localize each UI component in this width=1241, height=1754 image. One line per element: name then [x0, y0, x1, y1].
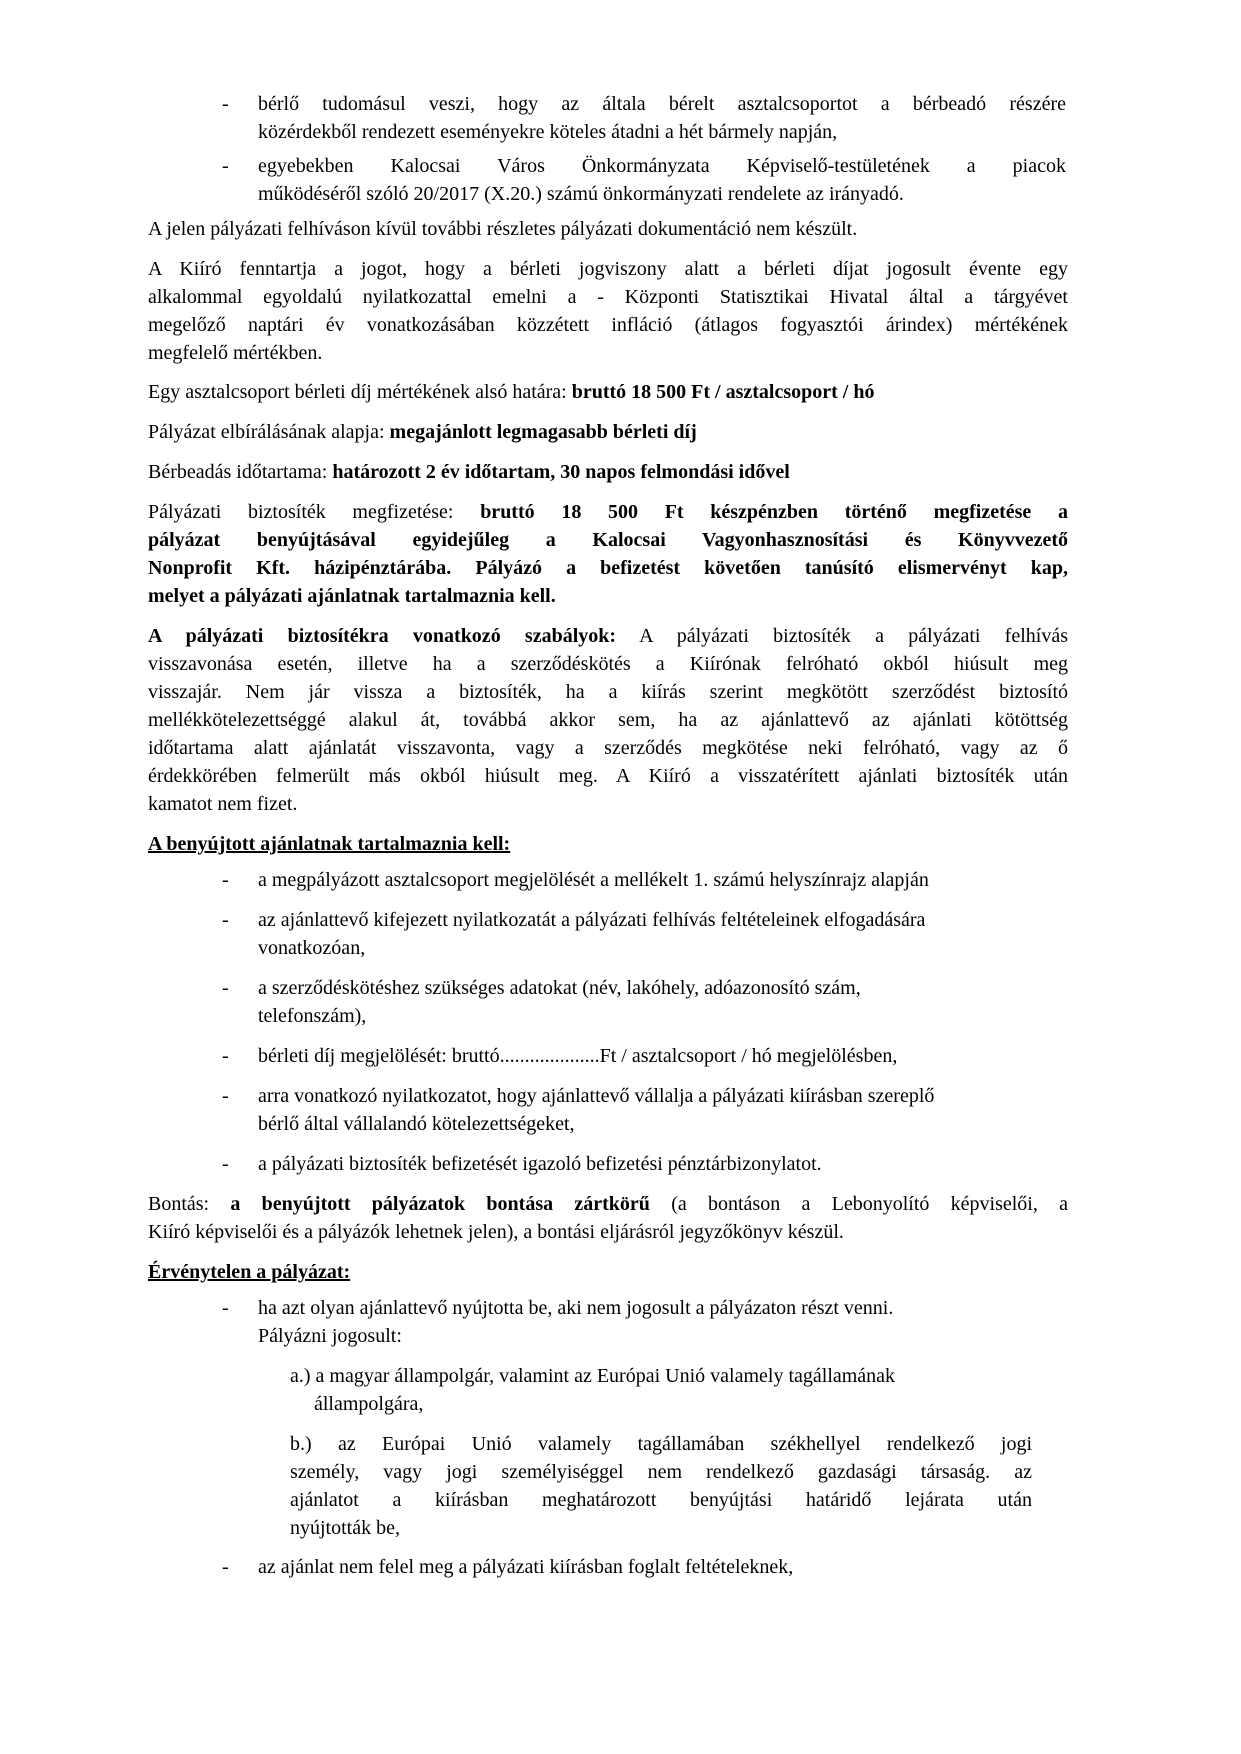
invalid-subitem-b: nyújtották be,	[290, 1517, 400, 1539]
bullet-dash	[222, 90, 236, 118]
bullet-dash	[222, 974, 236, 1002]
opening-label: Bontás:	[148, 1193, 231, 1215]
offer-item: az ajánlattevő kifejezett nyilatkozatát a pályázati felhívás feltételeinek elfogadására	[258, 909, 926, 931]
offer-item: bérlő által vállalandó kötelezettségeket,	[258, 1113, 575, 1135]
invalid-subitem-a: állampolgára,	[314, 1393, 424, 1415]
bullet-text: egyebekben Kalocsai Város Önkormányzata Képviselő-testületének a piacok	[258, 155, 1066, 177]
invalid-subitem-b: személy, vagy jogi személyiséggel nem rendelkező gazdasági társaság. az	[290, 1461, 1032, 1483]
deposit-rules-text: A pályázati biztosíték a pályázati felhívás	[616, 625, 1068, 647]
invalid-item: Pályázni jogosult:	[258, 1325, 402, 1347]
deposit-rules-line: érdekkörében felmerült más okból hiúsult meg. A Kiíró a visszatérített ajánlati biztosíték után	[148, 765, 1068, 787]
offer-item: telefonszám),	[258, 1005, 367, 1027]
deposit-rules-line: időtartama alatt ajánlatát visszavonta, vagy a szerződés megkötése neki felróható, vagy az ő	[148, 737, 1068, 759]
deposit-rules-line: mellékkötelezettséggé alakul át, továbbá akkor sem, ha az ajánlattevő az ajánlati kötöttség	[148, 709, 1068, 731]
invalid-item: ha azt olyan ajánlattevő nyújtotta be, aki nem jogosult a pályázaton részt venni.	[258, 1297, 894, 1319]
offer-item: a megpályázott asztalcsoport megjelölését a mellékelt 1. számú helyszínrajz alapján	[258, 869, 929, 891]
duration-label: Bérbeadás időtartama:	[148, 461, 333, 483]
deposit-rules-heading: A pályázati biztosítékra vonatkozó szabályok:	[148, 625, 617, 647]
bullet-dash	[222, 906, 236, 934]
paragraph-documentation: A jelen pályázati felhíváson kívül további részletes pályázati dokumentáció nem készült.	[148, 218, 858, 240]
offer-item: a pályázati biztosíték befizetését igazoló befizetési pénztárbizonylatot.	[258, 1153, 822, 1175]
paragraph-rights-line: A Kiíró fenntartja a jogot, hogy a bérleti jogviszony alatt a bérleti díjat jogosult évente egy	[148, 258, 1068, 280]
invalid-item: az ajánlat nem felel meg a pályázati kiírásban foglalt feltételeknek,	[258, 1556, 794, 1578]
opening-bold: a benyújtott pályázatok bontása zártkörű	[230, 1193, 650, 1215]
deposit-line	[148, 498, 1068, 526]
fee-limit-line	[148, 378, 1068, 406]
evaluation-value: megajánlott legmagasabb bérleti díj	[389, 421, 697, 443]
bullet-dash	[222, 1294, 236, 1322]
bullet-dash	[222, 1082, 236, 1110]
opening-text: (a bontáson a Lebonyolító képviselői, a	[649, 1193, 1069, 1215]
bullet-dash	[222, 152, 236, 180]
deposit-text: melyet a pályázati ajánlatnak tartalmaznia kell.	[148, 585, 556, 607]
deposit-text: Nonprofit Kft. házipénztárába. Pályázó a befizetést követően tanúsító elismervényt kap,	[148, 557, 1068, 579]
invalid-subitem-a: a.) a magyar állampolgár, valamint az Európai Unió valamely tagállamának	[290, 1365, 896, 1387]
bullet-text: működéséről szóló 20/2017 (X.20.) számú önkormányzati rendelete az irányadó.	[258, 183, 904, 205]
invalid-subitem-b: ajánlatot a kiírásban meghatározott benyújtási határidő lejárata után	[290, 1489, 1032, 1511]
paragraph-rights-line: megelőző naptári év vonatkozásában közzétett infláció (átlagos fogyasztói árindex) mértékének	[148, 314, 1068, 336]
offer-item: a szerződéskötéshez szükséges adatokat (név, lakóhely, adóazonosító szám,	[258, 977, 861, 999]
evaluation-label: Pályázat elbírálásának alapja:	[148, 421, 390, 443]
bullet-dash	[222, 1042, 236, 1070]
duration-line	[148, 458, 1068, 486]
duration-value: határozott 2 év időtartam, 30 napos felmondási idővel	[332, 461, 790, 483]
offer-item: arra vonatkozó nyilatkozatot, hogy ajánlattevő vállalja a pályázati kiírásban szereplő	[258, 1085, 935, 1107]
fee-limit-value: bruttó 18 500 Ft / asztalcsoport / hó	[571, 381, 875, 403]
deposit-rules-line	[148, 622, 1068, 650]
opening-line	[148, 1190, 1068, 1218]
deposit-rules-line: kamatot nem fizet.	[148, 793, 298, 815]
opening-line: Kiíró képviselői és a pályázók lehetnek jelen), a bontási eljárásról jegyzőkönyv készül.	[148, 1221, 844, 1243]
deposit-label: Pályázati biztosíték megfizetése:	[148, 501, 481, 523]
invalid-subitem-b: b.) az Európai Unió valamely tagállamában székhellyel rendelkező jogi	[290, 1433, 1032, 1455]
invalid-heading: Érvénytelen a pályázat:	[148, 1261, 351, 1283]
deposit-text: pályázat benyújtásával egyidejűleg a Kalocsai Vagyonhasznosítási és Könyvvezető	[148, 529, 1068, 551]
bullet-dash	[222, 1150, 236, 1178]
deposit-line	[148, 582, 1068, 610]
deposit-rules-line: visszavonása esetén, illetve ha a szerződéskötés a Kiírónak felróható okból hiúsult meg	[148, 653, 1068, 675]
offer-heading: A benyújtott ajánlatnak tartalmaznia kell:	[148, 833, 511, 855]
fee-limit-label: Egy asztalcsoport bérleti díj mértékének alsó határa:	[148, 381, 572, 403]
deposit-text: bruttó 18 500 Ft készpénzben történő megfizetése a	[480, 501, 1068, 523]
paragraph-rights-line: megfelelő mértékben.	[148, 342, 323, 364]
bullet-dash	[222, 1553, 236, 1581]
bullet-text: bérlő tudomásul veszi, hogy az általa bérelt asztalcsoportot a bérbeadó részére	[258, 93, 1066, 115]
evaluation-line	[148, 418, 1068, 446]
offer-item: bérleti díj megjelölését: bruttó....................Ft / asztalcsoport / hó megjelölésben,	[258, 1045, 898, 1067]
deposit-line	[148, 526, 1068, 554]
bullet-text: közérdekből rendezett eseményekre köteles átadni a hét bármely napján,	[258, 121, 838, 143]
offer-item: vonatkozóan,	[258, 937, 366, 959]
deposit-rules-line: visszajár. Nem jár vissza a biztosíték, ha a kiírás szerint megkötött szerződést biztosító	[148, 681, 1068, 703]
paragraph-rights-line: alkalommal egyoldalú nyilatkozattal emelni a - Központi Statisztikai Hivatal által a tárgyévet	[148, 286, 1068, 308]
deposit-line	[148, 554, 1068, 582]
bullet-dash	[222, 866, 236, 894]
